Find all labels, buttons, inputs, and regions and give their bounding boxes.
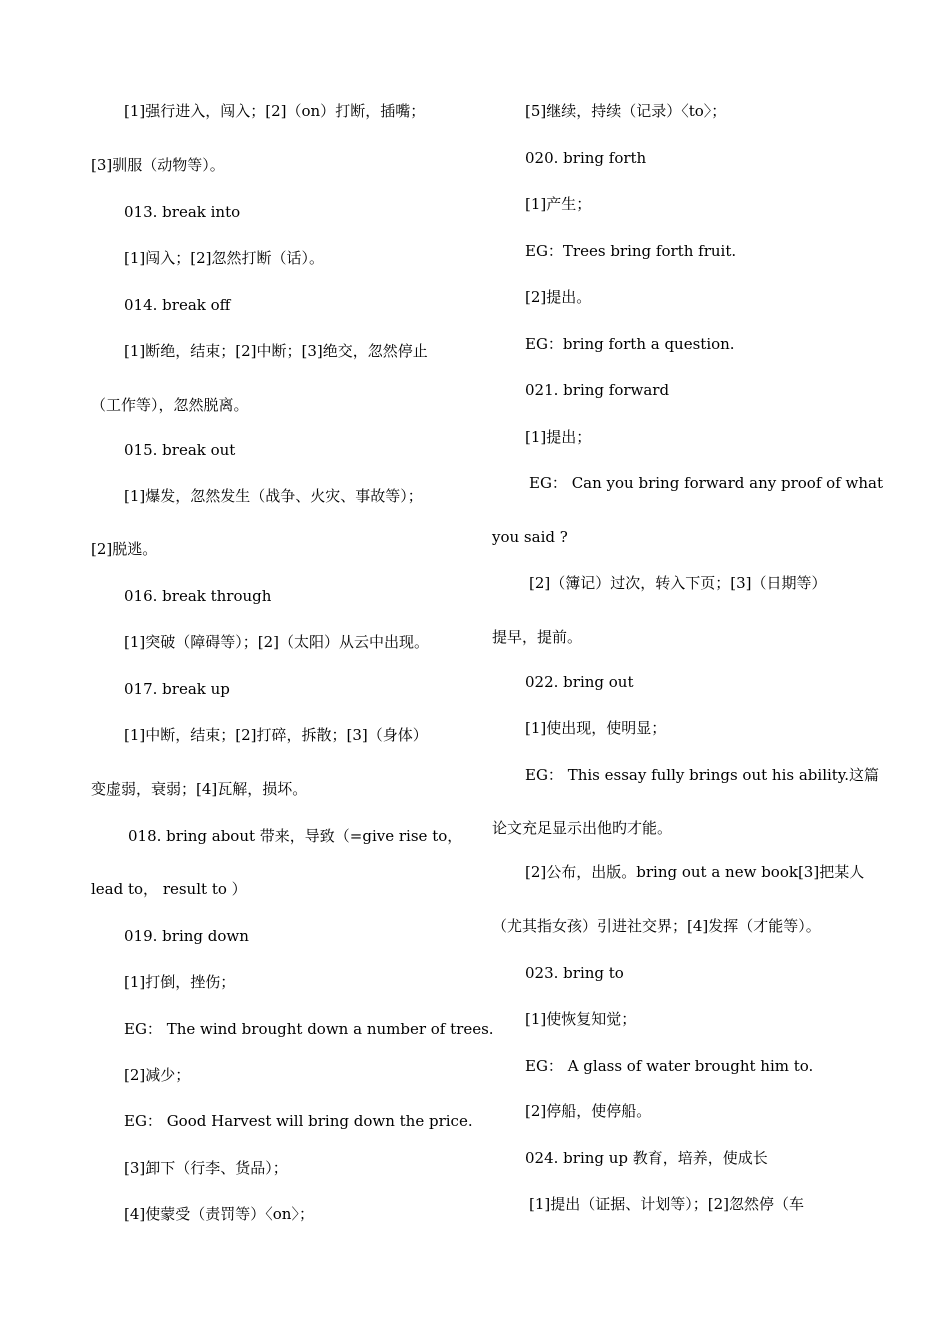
text-line: [2]停船，使停船。 — [525, 1102, 652, 1120]
text-line: [2]脱逃。 — [91, 540, 158, 558]
text-line: [1]提出（证据、计划等）；[2]忽然停（车 — [529, 1195, 804, 1213]
example-line: EG： This essay fully brings out his ability.这篇 — [525, 766, 880, 784]
text-line: 提早，提前。 — [492, 628, 583, 646]
text-line: [1]闯入；[2]忽然打断（话）。 — [124, 249, 324, 267]
entry-heading: 020. bring forth — [525, 149, 647, 167]
entry-heading: 014. break off — [124, 296, 231, 314]
entry-heading: 016. break through — [124, 587, 272, 605]
text-line: [1]断绝，结束；[2]中断；[3]绝交，忽然停止 — [124, 342, 428, 360]
example-line: EG： A glass of water brought him to. — [525, 1057, 814, 1075]
entry-heading: 021. bring forward — [525, 381, 670, 399]
text-line: 论文充足显示出他旳才能。 — [492, 819, 673, 837]
text-line: [1]爆发，忽然发生（战争、火灾、事故等）； — [124, 487, 423, 505]
text-line: [2]减少； — [124, 1066, 191, 1084]
example-line: EG： The wind brought down a number of trees. — [124, 1020, 494, 1038]
text-line: you said ? — [492, 528, 568, 546]
text-line: lead to， result to ） — [91, 880, 247, 898]
text-line: [5]继续，持续（记录）〈to〉； — [525, 102, 727, 120]
text-line: [1]强行进入，闯入；[2]（on）打断，插嘴； — [124, 102, 426, 120]
text-line: [1]中断，结束；[2]打碎，拆散；[3]（身体） — [124, 726, 428, 744]
example-line: EG：Trees bring forth fruit. — [525, 242, 737, 260]
entry-heading: 017. break up — [124, 680, 230, 698]
text-line: （工作等），忽然脱离。 — [91, 396, 249, 414]
text-line: [1]突破（障碍等）；[2]（太阳）从云中出现。 — [124, 633, 429, 651]
text-line: [2]提出。 — [525, 288, 592, 306]
text-line: （尤其指女孩）引进社交界；[4]发挥（才能等）。 — [492, 917, 821, 935]
entry-heading: 013. break into — [124, 203, 241, 221]
text-line: [1]使出现，使明显； — [525, 719, 667, 737]
text-line: [3]卸下（行李、货品）； — [124, 1159, 288, 1177]
text-line: 变虚弱，衰弱；[4]瓦解，损坏。 — [91, 780, 308, 798]
text-line: [4]使蒙受（责罚等）〈on〉； — [124, 1205, 314, 1223]
entry-heading: 022. bring out — [525, 673, 634, 691]
entry-heading: 018. bring about 带来，导致（=give rise to， — [128, 827, 463, 845]
text-line: [1]提出； — [525, 428, 592, 446]
text-line: [2]公布，出版。bring out a new book[3]把某人 — [525, 863, 865, 881]
text-line: [1]使恢复知觉； — [525, 1010, 637, 1028]
entry-heading: 019. bring down — [124, 927, 249, 945]
entry-heading: 024. bring up 教育，培养，使成长 — [525, 1149, 768, 1167]
example-line: EG： Can you bring forward any proof of what — [529, 474, 883, 492]
text-line: [1]产生； — [525, 195, 592, 213]
text-line: [1]打倒，挫伤； — [124, 973, 236, 991]
entry-heading: 015. break out — [124, 441, 236, 459]
example-line: EG：bring forth a question. — [525, 335, 735, 353]
text-line: [3]驯服（动物等）。 — [91, 156, 225, 174]
entry-heading: 023. bring to — [525, 964, 624, 982]
text-line: [2]（簿记）过次，转入下页；[3]（日期等） — [529, 574, 827, 592]
example-line: EG： Good Harvest will bring down the price. — [124, 1112, 473, 1130]
